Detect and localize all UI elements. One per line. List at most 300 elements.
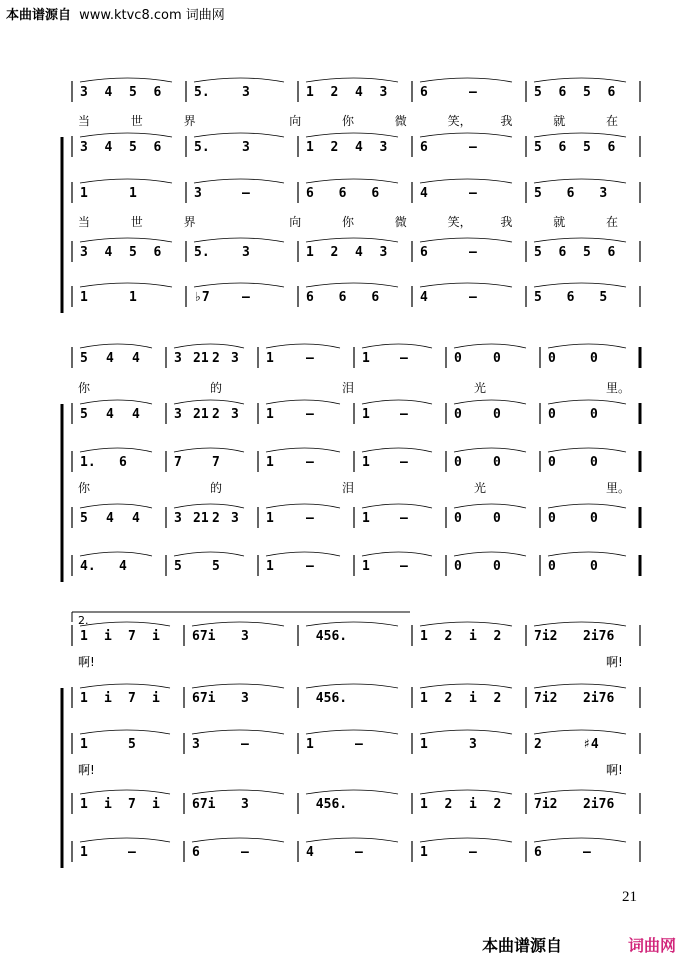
- note-glyph: 3: [192, 737, 200, 752]
- slur-mark: [174, 448, 244, 452]
- note-glyph: 0: [493, 455, 501, 470]
- note-glyph: 3: [80, 85, 88, 100]
- note-glyph: 1: [420, 629, 428, 644]
- slur-mark: [194, 283, 284, 287]
- note-glyph: 3: [231, 407, 239, 422]
- note-glyph: 0: [548, 511, 556, 526]
- note-glyph: 0: [493, 351, 501, 366]
- note-glyph: 1: [306, 245, 314, 260]
- note-glyph: 5: [534, 290, 542, 305]
- lyric-syllable: 光: [474, 481, 487, 495]
- note-glyph: 4: [420, 290, 428, 305]
- note-glyph: 0: [454, 455, 462, 470]
- note-glyph: 456.: [315, 629, 348, 644]
- lyric-syllable: 你: [342, 114, 355, 128]
- note-glyph: –: [241, 845, 249, 860]
- note-glyph: 0: [590, 511, 598, 526]
- note-glyph: 6: [566, 186, 575, 201]
- note-glyph: 4: [119, 559, 127, 574]
- note-glyph: 6: [306, 186, 314, 201]
- slur-mark: [454, 504, 526, 508]
- note-glyph: 2: [534, 737, 542, 752]
- note-glyph: –: [400, 455, 408, 470]
- note-glyph: 1: [420, 845, 428, 860]
- lyric-syllable: 泪: [342, 381, 355, 395]
- note-glyph: 3: [469, 737, 477, 752]
- note-glyph: 6: [119, 455, 127, 470]
- note-glyph: 5: [128, 737, 136, 752]
- note-glyph: 3: [241, 629, 249, 644]
- note-glyph: 2: [330, 245, 339, 260]
- slur-mark: [80, 622, 170, 626]
- slur-mark: [534, 179, 626, 183]
- note-glyph: 6: [306, 290, 314, 305]
- note-glyph: 456.: [315, 797, 348, 812]
- note-glyph: –: [583, 845, 591, 860]
- note-glyph: 4: [355, 245, 363, 260]
- note-glyph: 5: [80, 407, 88, 422]
- lyric-syllable: 你: [342, 215, 355, 229]
- note-glyph: 7: [128, 629, 136, 644]
- lyric-syllable: 向: [289, 114, 302, 128]
- note-glyph: 0: [548, 407, 556, 422]
- note-glyph: 2i76: [583, 691, 615, 706]
- slur-mark: [548, 448, 626, 452]
- note-glyph: 1: [306, 737, 314, 752]
- slur-mark: [362, 552, 432, 556]
- note-glyph: 4: [355, 85, 363, 100]
- note-glyph: 3: [174, 407, 182, 422]
- slur-mark: [306, 283, 398, 287]
- volta-number: 2.: [78, 614, 89, 627]
- note-glyph: –: [242, 186, 250, 201]
- note-glyph: 0: [454, 407, 462, 422]
- note-glyph: 5: [583, 245, 591, 260]
- slur-mark: [80, 238, 172, 242]
- lyric-syllable: 笑，: [447, 114, 472, 128]
- note-glyph: 3: [80, 245, 88, 260]
- note-glyph: 3: [379, 245, 388, 260]
- lyric-syllable: 里。: [606, 381, 631, 395]
- note-glyph: 1: [362, 559, 370, 574]
- note-glyph: –: [306, 559, 314, 574]
- note-glyph: 7i2: [534, 629, 558, 644]
- slur-mark: [80, 344, 152, 348]
- slur-mark: [420, 684, 512, 688]
- note-glyph: 2: [330, 140, 339, 155]
- note-glyph: 2: [212, 407, 220, 422]
- note-glyph: 1: [80, 737, 88, 752]
- note-glyph: 21: [193, 511, 209, 526]
- slur-mark: [306, 838, 398, 842]
- lyric-syllable: 就: [553, 114, 566, 128]
- note-glyph: –: [355, 845, 363, 860]
- slur-mark: [420, 790, 512, 794]
- note-glyph: 4: [132, 351, 140, 366]
- note-glyph: 67i: [192, 797, 216, 812]
- note-glyph: 5: [583, 140, 591, 155]
- slur-mark: [80, 730, 170, 734]
- lyric-syllable: 啊!: [78, 763, 95, 777]
- note-glyph: 2: [212, 351, 220, 366]
- note-glyph: –: [400, 351, 408, 366]
- note-glyph: 6: [153, 85, 162, 100]
- note-glyph: 7: [212, 455, 220, 470]
- note-glyph: 3: [174, 511, 182, 526]
- site-url[interactable]: www.ktvc8.com: [79, 8, 182, 23]
- footer-text-b: 词曲网: [628, 936, 677, 955]
- note-glyph: 1: [266, 455, 274, 470]
- note-glyph: 1: [80, 691, 88, 706]
- note-glyph: i: [152, 691, 160, 706]
- note-glyph: 3: [241, 691, 249, 706]
- note-glyph: 3: [242, 140, 250, 155]
- note-glyph: i: [104, 691, 112, 706]
- slur-mark: [306, 622, 398, 626]
- note-glyph: 5: [174, 559, 182, 574]
- note-glyph: 5: [599, 290, 608, 305]
- slur-mark: [420, 283, 512, 287]
- note-glyph: 0: [548, 455, 556, 470]
- note-glyph: 7: [128, 797, 136, 812]
- note-glyph: –: [469, 140, 477, 155]
- note-glyph: 3: [379, 85, 388, 100]
- note-glyph: 1: [266, 351, 274, 366]
- lyric-syllable: 的: [210, 381, 223, 395]
- note-glyph: 6: [607, 140, 616, 155]
- slur-mark: [362, 448, 432, 452]
- note-glyph: 0: [590, 455, 598, 470]
- note-glyph: 1: [129, 290, 137, 305]
- slur-mark: [192, 730, 284, 734]
- lyric-syllable: 微: [394, 114, 407, 128]
- slur-mark: [80, 838, 170, 842]
- slur-mark: [420, 238, 512, 242]
- note-glyph: 6: [420, 85, 428, 100]
- note-glyph: 5: [534, 245, 542, 260]
- slur-mark: [174, 344, 244, 348]
- note-glyph: –: [241, 737, 249, 752]
- site-name: 词曲网: [185, 8, 225, 23]
- slur-mark: [194, 133, 284, 137]
- note-glyph: 6: [192, 845, 200, 860]
- slur-mark: [266, 552, 340, 556]
- note-glyph: 6: [153, 140, 162, 155]
- note-glyph: –: [400, 407, 408, 422]
- note-glyph: 2: [493, 629, 502, 644]
- lyric-syllable: 世: [130, 215, 143, 229]
- slur-mark: [534, 790, 626, 794]
- slur-mark: [420, 622, 512, 626]
- slur-mark: [306, 790, 398, 794]
- note-glyph: 1: [420, 797, 428, 812]
- slur-mark: [548, 400, 626, 404]
- note-glyph: 3: [241, 797, 249, 812]
- note-glyph: 5: [129, 85, 137, 100]
- slur-mark: [80, 78, 172, 82]
- note-glyph: 456.: [315, 691, 348, 706]
- note-glyph: 5: [80, 511, 88, 526]
- note-glyph: 6: [420, 140, 428, 155]
- note-glyph: 0: [454, 511, 462, 526]
- note-glyph: –: [306, 407, 314, 422]
- note-glyph: 5: [583, 85, 591, 100]
- note-glyph: –: [355, 737, 363, 752]
- note-glyph: 1: [266, 511, 274, 526]
- note-glyph: 3: [599, 186, 608, 201]
- slur-mark: [306, 238, 398, 242]
- slur-mark: [174, 400, 244, 404]
- lyric-syllable: 界: [183, 215, 196, 229]
- note-glyph: i: [469, 691, 477, 706]
- lyric-syllable: 啊!: [78, 655, 95, 669]
- slur-mark: [80, 448, 152, 452]
- lyric-syllable: 啊!: [606, 655, 623, 669]
- slur-mark: [534, 283, 626, 287]
- note-glyph: 3: [174, 351, 182, 366]
- note-glyph: 67i: [192, 629, 216, 644]
- note-glyph: 1: [362, 511, 370, 526]
- slur-mark: [534, 133, 626, 137]
- note-glyph: 5: [534, 186, 542, 201]
- note-glyph: 1: [80, 629, 88, 644]
- lyric-syllable: 啊!: [606, 763, 623, 777]
- note-glyph: 6: [153, 245, 162, 260]
- note-glyph: 1: [80, 845, 88, 860]
- note-glyph: –: [400, 559, 408, 574]
- slur-mark: [80, 684, 170, 688]
- slur-mark: [192, 790, 284, 794]
- note-glyph: –: [400, 511, 408, 526]
- note-glyph: 5: [129, 245, 137, 260]
- lyric-syllable: 当: [78, 215, 91, 229]
- note-glyph: 3: [80, 140, 88, 155]
- slur-mark: [192, 622, 284, 626]
- slur-mark: [548, 504, 626, 508]
- slur-mark: [192, 838, 284, 842]
- lyric-syllable: 在: [606, 114, 619, 128]
- note-glyph: 0: [590, 351, 598, 366]
- note-glyph: 5: [534, 85, 542, 100]
- note-glyph: 2: [444, 797, 453, 812]
- note-glyph: i: [469, 629, 477, 644]
- note-glyph: 5: [80, 351, 88, 366]
- note-glyph: 1: [362, 407, 370, 422]
- slur-mark: [80, 552, 152, 556]
- slur-mark: [534, 78, 626, 82]
- slur-mark: [306, 179, 398, 183]
- note-glyph: 1: [420, 737, 428, 752]
- slur-mark: [194, 179, 284, 183]
- note-glyph: 2: [330, 85, 339, 100]
- note-glyph: 1: [129, 186, 137, 201]
- note-glyph: 3: [242, 245, 250, 260]
- note-glyph: 6: [420, 245, 428, 260]
- slur-mark: [306, 730, 398, 734]
- slur-mark: [174, 552, 244, 556]
- note-glyph: 3: [231, 351, 239, 366]
- slur-mark: [420, 730, 512, 734]
- lyric-syllable: 的: [210, 481, 223, 495]
- note-glyph: 0: [454, 351, 462, 366]
- note-glyph: 5: [129, 140, 137, 155]
- lyric-syllable: 就: [553, 215, 566, 229]
- lyric-syllable: 光: [474, 381, 487, 395]
- note-glyph: 1: [420, 691, 428, 706]
- slur-mark: [266, 448, 340, 452]
- note-glyph: –: [306, 511, 314, 526]
- slur-mark: [80, 400, 152, 404]
- slur-mark: [80, 283, 172, 287]
- lyric-syllable: 泪: [342, 481, 355, 495]
- note-glyph: 3: [231, 511, 239, 526]
- note-glyph: 1: [80, 797, 88, 812]
- note-glyph: 2: [444, 629, 453, 644]
- note-glyph: 0: [493, 511, 501, 526]
- slur-mark: [80, 504, 152, 508]
- note-glyph: 4.: [80, 559, 96, 574]
- note-glyph: 7: [128, 691, 136, 706]
- slur-mark: [266, 504, 340, 508]
- note-glyph: 21: [193, 351, 209, 366]
- note-glyph: 4: [106, 407, 114, 422]
- slur-mark: [80, 179, 172, 183]
- note-glyph: 4: [132, 407, 140, 422]
- slur-mark: [534, 684, 626, 688]
- note-glyph: i: [152, 797, 160, 812]
- note-glyph: 4: [355, 140, 363, 155]
- slur-mark: [362, 344, 432, 348]
- note-glyph: –: [469, 290, 477, 305]
- slur-mark: [548, 552, 626, 556]
- slur-mark: [534, 622, 626, 626]
- slur-mark: [454, 344, 526, 348]
- note-glyph: 4: [106, 511, 114, 526]
- lyric-syllable: 当: [78, 114, 91, 128]
- note-glyph: 21: [193, 407, 209, 422]
- lyric-syllable: 你: [78, 481, 91, 495]
- note-glyph: ♭7: [194, 290, 210, 305]
- lyric-syllable: 在: [606, 215, 619, 229]
- note-glyph: 5: [534, 140, 542, 155]
- note-glyph: 6: [338, 290, 347, 305]
- note-glyph: 0: [548, 559, 556, 574]
- note-glyph: 6: [558, 140, 567, 155]
- note-glyph: 6: [566, 290, 575, 305]
- note-glyph: 6: [371, 290, 380, 305]
- slur-mark: [548, 344, 626, 348]
- note-glyph: 0: [454, 559, 462, 574]
- lyric-syllable: 向: [289, 215, 302, 229]
- note-glyph: 4: [306, 845, 314, 860]
- lyric-syllable: 笑，: [447, 215, 472, 229]
- note-glyph: 4: [420, 186, 428, 201]
- note-glyph: 5.: [194, 140, 210, 155]
- lyric-syllable: 微: [394, 215, 407, 229]
- slur-mark: [306, 78, 398, 82]
- note-glyph: 4: [104, 85, 113, 100]
- note-glyph: 2: [212, 511, 220, 526]
- note-glyph: 2: [493, 691, 502, 706]
- note-glyph: 4: [106, 351, 114, 366]
- note-glyph: 0: [493, 407, 501, 422]
- slur-mark: [534, 838, 626, 842]
- slur-mark: [192, 684, 284, 688]
- note-glyph: 4: [104, 245, 113, 260]
- note-glyph: 3: [194, 186, 202, 201]
- slur-mark: [534, 730, 626, 734]
- note-glyph: 6: [607, 245, 616, 260]
- note-glyph: 1: [362, 455, 370, 470]
- footer-brand: [482, 933, 677, 956]
- slur-mark: [420, 179, 512, 183]
- slur-mark: [266, 400, 340, 404]
- note-glyph: 3: [379, 140, 388, 155]
- note-glyph: 4: [132, 511, 140, 526]
- note-glyph: 7i2: [534, 691, 558, 706]
- note-glyph: –: [469, 85, 477, 100]
- note-glyph: 5.: [194, 85, 210, 100]
- note-glyph: 0: [493, 559, 501, 574]
- note-glyph: 6: [558, 85, 567, 100]
- lyric-syllable: 里。: [606, 481, 631, 495]
- note-glyph: 67i: [192, 691, 216, 706]
- note-glyph: 6: [534, 845, 542, 860]
- note-glyph: –: [306, 351, 314, 366]
- note-glyph: 5: [212, 559, 220, 574]
- note-glyph: 5.: [194, 245, 210, 260]
- note-glyph: i: [104, 797, 112, 812]
- note-glyph: i: [469, 797, 477, 812]
- note-glyph: 1: [266, 407, 274, 422]
- note-glyph: 1: [362, 351, 370, 366]
- note-glyph: 0: [590, 559, 598, 574]
- note-glyph: –: [469, 245, 477, 260]
- note-glyph: 2: [493, 797, 502, 812]
- note-glyph: –: [128, 845, 136, 860]
- lyric-syllable: 界: [183, 114, 196, 128]
- slur-mark: [362, 504, 432, 508]
- note-glyph: 4: [104, 140, 113, 155]
- lyric-syllable: 我: [500, 215, 513, 229]
- note-glyph: –: [469, 186, 477, 201]
- lyric-syllable: 你: [78, 381, 91, 395]
- slur-mark: [306, 684, 398, 688]
- slur-mark: [194, 78, 284, 82]
- note-glyph: –: [306, 455, 314, 470]
- note-glyph: 1: [80, 290, 88, 305]
- site-title: 本曲谱源自: [6, 8, 72, 23]
- lyric-syllable: 我: [500, 114, 513, 128]
- slur-mark: [306, 133, 398, 137]
- note-glyph: i: [104, 629, 112, 644]
- slur-mark: [454, 400, 526, 404]
- note-glyph: 2i76: [583, 797, 615, 812]
- note-glyph: 2i76: [583, 629, 615, 644]
- slur-mark: [420, 78, 512, 82]
- note-glyph: 1: [80, 186, 88, 201]
- note-glyph: ♯4: [583, 737, 599, 752]
- note-glyph: i: [152, 629, 160, 644]
- slur-mark: [454, 448, 526, 452]
- slur-mark: [174, 504, 244, 508]
- note-glyph: 6: [558, 245, 567, 260]
- note-glyph: 0: [590, 407, 598, 422]
- note-glyph: 1.: [80, 455, 96, 470]
- note-glyph: 3: [242, 85, 250, 100]
- page-number: 21: [622, 889, 637, 905]
- note-glyph: 6: [607, 85, 616, 100]
